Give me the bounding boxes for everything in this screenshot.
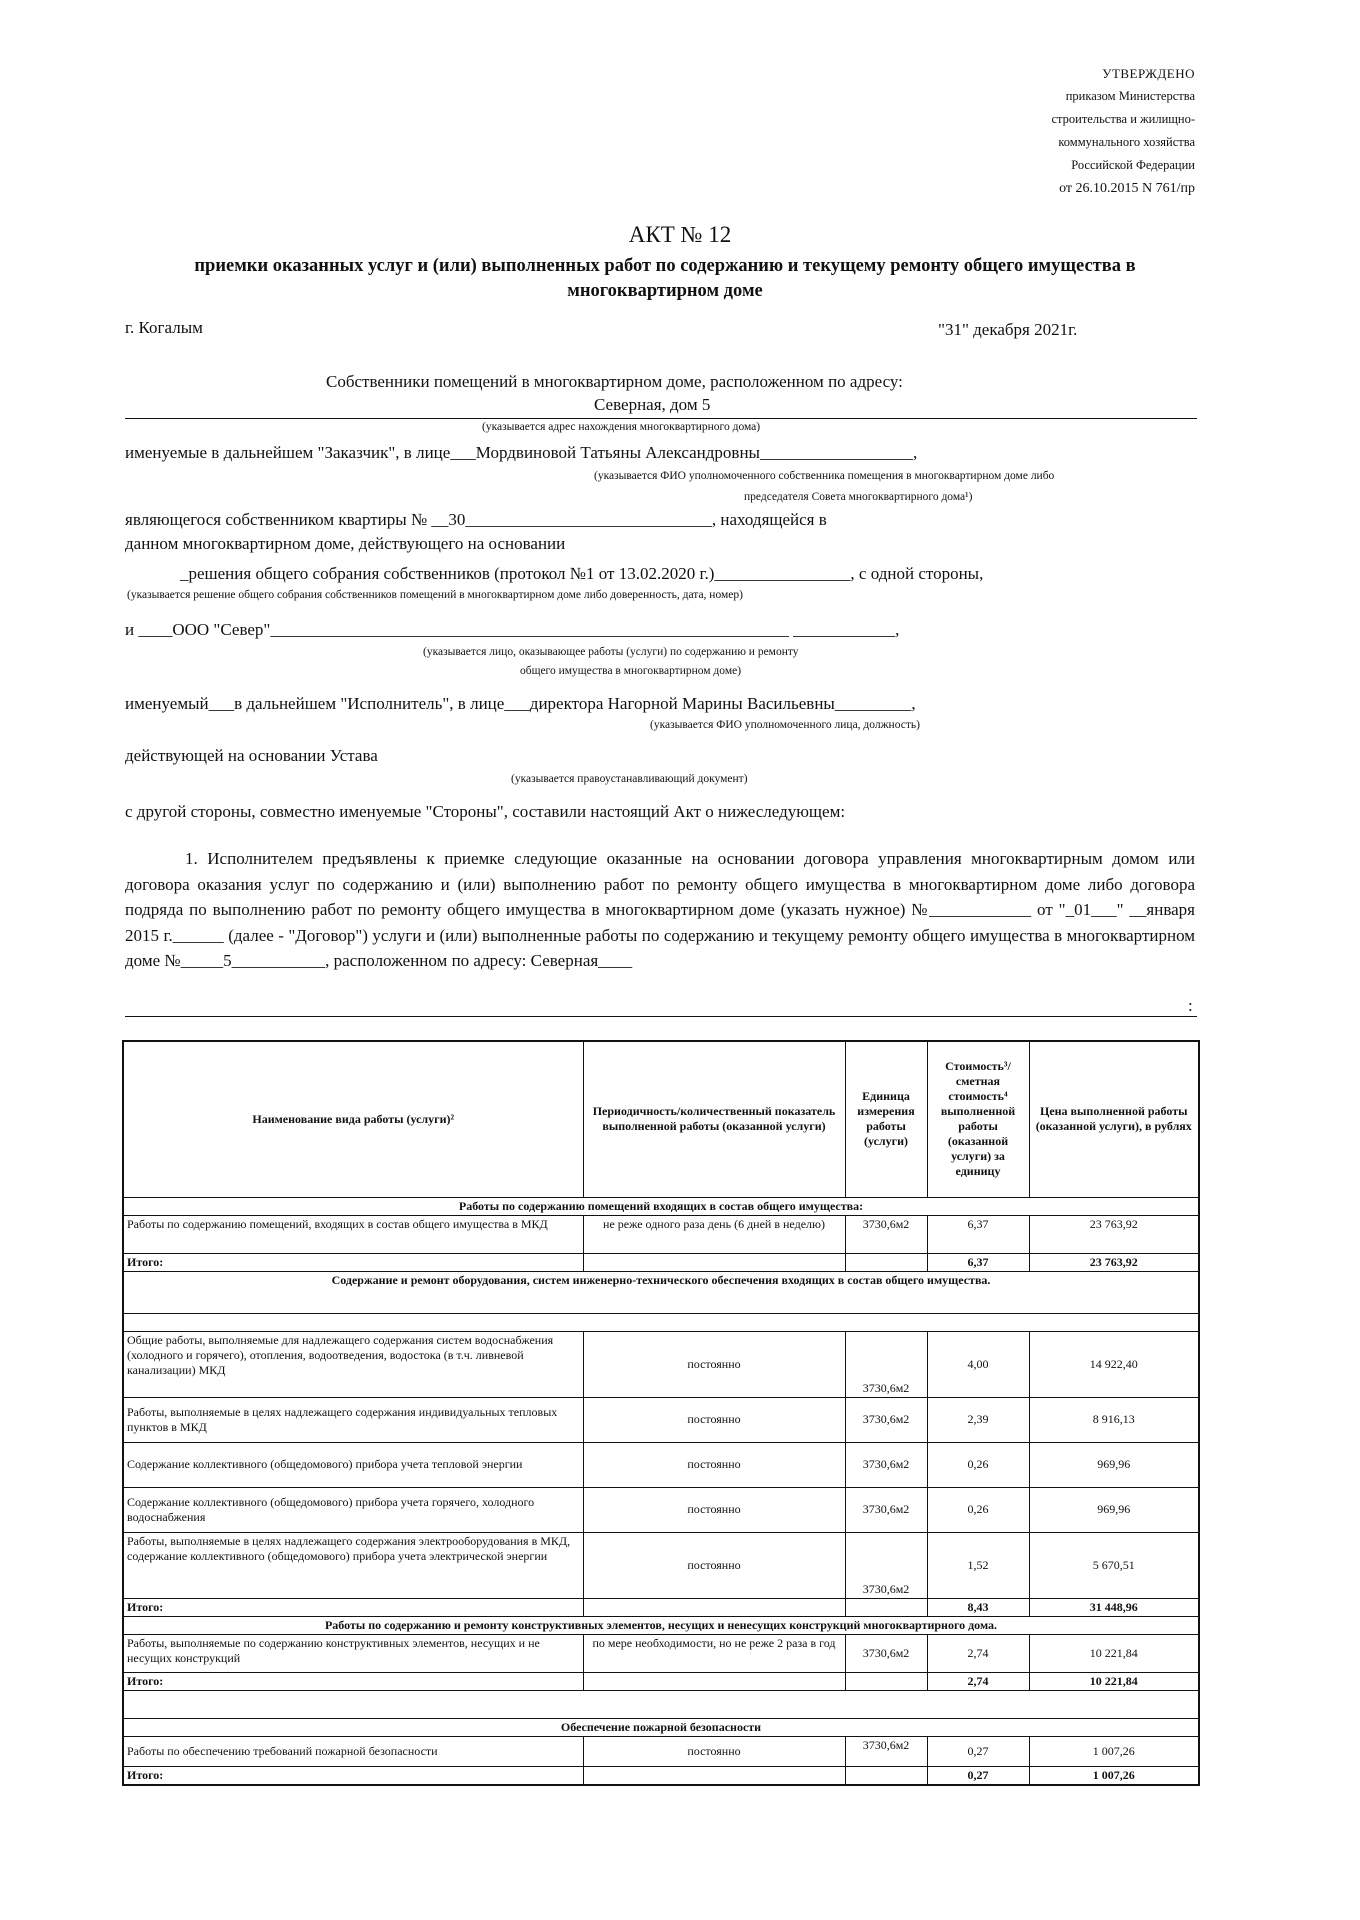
executor-note: (указывается ФИО уполномоченного лица, должность) [650,719,920,731]
works-table [122,1040,1200,1786]
cell-period: по мере необходимости, но не реже 2 раза в год [583,1634,845,1672]
total-price: 1 007,26 [1029,1766,1199,1785]
header-price: Цена выполненной работы (оказанной услуги), в рублях [1029,1041,1199,1197]
cell-unit: 3730,6м2 [845,1331,927,1397]
section-row [123,1616,1199,1634]
total-label: Итого: [123,1766,583,1785]
section-title: Обеспечение пожарной безопасности [123,1718,1199,1736]
owners-line: Собственники помещений в многоквартирном доме, расположенном по адресу: [326,372,903,391]
table-row [123,1397,1199,1442]
cell-unit: 3730,6м2 [845,1397,927,1442]
cell-period: постоянно [583,1736,845,1766]
cell-period: постоянно [583,1532,845,1598]
table-row [123,1442,1199,1487]
executor-line: именуемый___в дальнейшем "Исполнитель", в лице___директора Нагорной Марины Васильевны_________, [125,694,916,713]
cell-period: постоянно [583,1397,845,1442]
approval-line: коммунального хозяйства [1058,135,1195,149]
table-row [123,1215,1199,1253]
cell-name: Работы, выполняемые в целях надлежащего содержания электрооборудования в МКД, содержание коллективного (общедомового) прибора учета электрической энергии [123,1532,583,1598]
cell-price: 10 221,84 [1029,1634,1199,1672]
act-title: АКТ № 12 [628,222,732,247]
cell-unit: 3730,6м2 [845,1634,927,1672]
total-cost: 8,43 [927,1598,1029,1616]
cell-name: Общие работы, выполняемые для надлежащего содержания систем водоснабжения (холодного и горячего), отопления, водоотведения, водостока (в т.ч. ливневой канализации) МКД [123,1331,583,1397]
cell-cost: 0,26 [927,1442,1029,1487]
cell-cost: 0,26 [927,1487,1029,1532]
address-note: (указывается адрес нахождения многоквартирного дома) [482,421,761,433]
cell-name: Работы по обеспечению требований пожарной безопасности [123,1736,583,1766]
contractor-note: (указывается лицо, оказывающее работы (услуги) по содержанию и ремонту [423,646,799,658]
total-price: 23 763,92 [1029,1253,1199,1271]
cell-name: Содержание коллективного (общедомового) прибора учета горячего, холодного водоснабжения [123,1487,583,1532]
cell-unit: 3730,6м2 [845,1215,927,1253]
contractor-note: общего имущества в многоквартирном доме) [520,665,742,677]
cell-name: Работы по содержанию помещений, входящих в состав общего имущества в МКД [123,1215,583,1253]
cell-cost: 4,00 [927,1331,1029,1397]
section-title: Содержание и ремонт оборудования, систем инженерно-технического обеспечения входящих в состав общего имущества. [123,1271,1199,1313]
cell-period: не реже одного раза день (6 дней в неделю) [583,1215,845,1253]
colon: : [1188,996,1193,1015]
table-row [123,1736,1199,1766]
total-row [123,1766,1199,1785]
total-price: 31 448,96 [1029,1598,1199,1616]
cell-period: постоянно [583,1331,845,1397]
cell-period: постоянно [583,1442,845,1487]
table-row [123,1331,1199,1397]
cell-price: 5 670,51 [1029,1532,1199,1598]
cell-cost: 6,37 [927,1215,1029,1253]
total-cost: 2,74 [927,1672,1029,1690]
paragraph-1: 1. Исполнителем предъявлены к приемке следующие оказанные на основании договора управления многоквартирным домом или договора оказания услуг по содержанию и (или) выполнению работ по ремонту общего имущества в многоквартирном доме либо договора подряда по выполнению работ по ремонту общего имущества в многоквартирном доме (указать нужное) №____________ от "_01___" __января 2015 г.______ (далее - "Договор") услуги и (или) выполненные работы по содержанию и текущему ремонту общего имущества в многоквартирном доме №_____5___________, расположенном по адресу: Северная____ [125,849,1195,970]
cell-cost: 2,39 [927,1397,1029,1442]
table-header-row [123,1041,1199,1197]
contractor-line: и ____ООО "Север"_____________________________________________________________ ____________, [125,620,900,639]
cell-unit: 3730,6м2 [845,1487,927,1532]
owner-apartment-line: данном многоквартирном доме, действующего на основании [125,534,566,553]
approval-line: от 26.10.2015 N 761/пр [1059,181,1195,196]
cell-name: Работы, выполняемые по содержанию конструктивных элементов, несущих и не несущих конструкций [123,1634,583,1672]
address-underline [125,1016,1197,1017]
cell-price: 969,96 [1029,1487,1199,1532]
total-row [123,1598,1199,1616]
act-date: "31" декабря 2021г. [938,320,1078,339]
basis-note: (указывается решение общего собрания собственников помещений в многоквартирном доме либо доверенность, дата, номер) [127,589,743,601]
total-cost: 6,37 [927,1253,1029,1271]
parties-line: с другой стороны, совместно именуемые "Стороны", составили настоящий Акт о нижеследующем: [125,802,846,821]
cell-price: 23 763,92 [1029,1215,1199,1253]
header-period: Периодичность/количественный показатель выполненной работы (оказанной услуги) [583,1041,845,1197]
section-row [123,1718,1199,1736]
act-subtitle: приемки оказанных услуг и (или) выполненных работ по содержанию и текущему ремонту общего имущества в многоквартирном доме [194,256,1136,301]
cell-cost: 0,27 [927,1736,1029,1766]
table-row [123,1487,1199,1532]
cell-unit: 3730,6м2 [845,1532,927,1598]
total-cost: 0,27 [927,1766,1029,1785]
cell-unit: 3730,6м2 [845,1442,927,1487]
section-row [123,1197,1199,1215]
section-title: Работы по содержанию помещений входящих в состав общего имущества: [123,1197,1199,1215]
cell-cost: 1,52 [927,1532,1029,1598]
cell-price: 969,96 [1029,1442,1199,1487]
total-label: Итого: [123,1253,583,1271]
customer-note: председателя Совета многоквартирного дома¹) [744,491,973,503]
total-price: 10 221,84 [1029,1672,1199,1690]
address: Северная, дом 5 [594,395,711,414]
section-title: Работы по содержанию и ремонту конструктивных элементов, несущих и ненесущих конструкций многоквартирного дома. [123,1616,1199,1634]
acting-note: (указывается правоустанавливающий документ) [511,773,748,785]
customer-line: именуемые в дальнейшем "Заказчик", в лице___Мордвиновой Татьяны Александровны__________________, [125,443,918,462]
section-row [123,1271,1199,1313]
table-row [123,1634,1199,1672]
total-row [123,1253,1199,1271]
cell-price: 8 916,13 [1029,1397,1199,1442]
cell-price: 14 922,40 [1029,1331,1199,1397]
cell-cost: 2,74 [927,1634,1029,1672]
cell-unit: 3730,6м2 [845,1736,927,1766]
address-underline [125,418,1197,419]
basis-line: _решения общего собрания собственников (протокол №1 от 13.02.2020 г.)________________, с одной стороны, [180,564,984,583]
header-cost: Стоимость³/сметная стоимость⁴ выполненной работы (оказанной услуги) за единицу [927,1041,1029,1197]
header-name: Наименование вида работы (услуги)² [123,1041,583,1197]
acting-line: действующей на основании Устава [125,746,378,765]
cell-period: постоянно [583,1487,845,1532]
approval-line: строительства и жилищно- [1051,112,1195,126]
owner-apartment-line: являющегося собственником квартиры № __30_____________________________, находящейся в [125,510,827,529]
total-row [123,1672,1199,1690]
cell-name: Содержание коллективного (общедомового) прибора учета тепловой энергии [123,1442,583,1487]
table-row [123,1532,1199,1598]
approval-line: УТВЕРЖДЕНО [1102,66,1195,81]
total-label: Итого: [123,1598,583,1616]
approval-block [1051,62,1195,200]
cell-price: 1 007,26 [1029,1736,1199,1766]
approval-line: приказом Министерства [1065,89,1195,103]
cell-name: Работы, выполняемые в целях надлежащего содержания индивидуальных тепловых пунктов в МКД [123,1397,583,1442]
customer-note: (указывается ФИО уполномоченного собственника помещения в многоквартирном доме либо [594,470,1055,482]
approval-line: Российской Федерации [1071,158,1195,172]
header-unit: Единица измерения работы (услуги) [845,1041,927,1197]
total-label: Итого: [123,1672,583,1690]
city: г. Когалым [125,318,203,337]
